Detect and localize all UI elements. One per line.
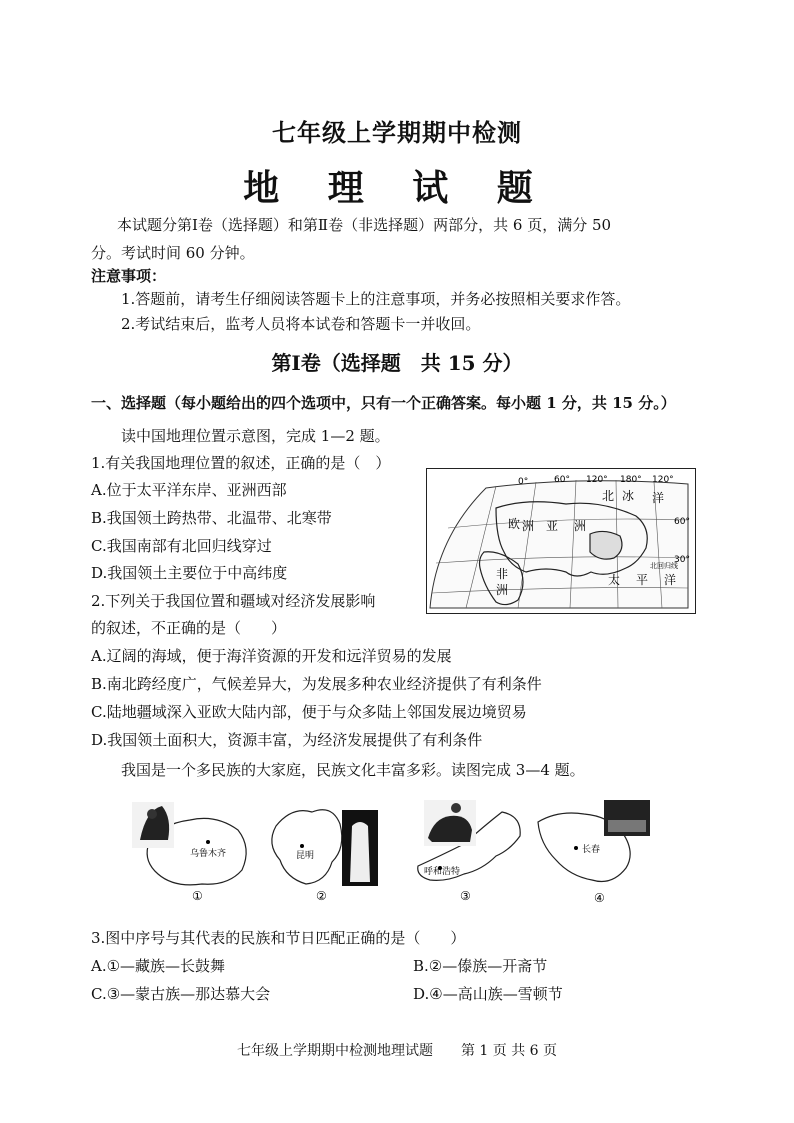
city-urumqi: 乌鲁木齐 <box>190 849 227 859</box>
dai-woman-image <box>342 810 378 886</box>
q2-option-a: A.辽阔的海域，便于海洋资源的开发和远洋贸易的发展 <box>91 647 452 665</box>
map-label-pacific-3: 洋 <box>664 573 677 587</box>
province-map-inner-mongolia <box>410 796 540 906</box>
q3-stem: 3.图中序号与其代表的民族和节日匹配正确的是（ ） <box>91 929 466 947</box>
tibetan-dancer-image <box>132 802 174 848</box>
province-map-yunnan <box>256 796 386 906</box>
lon-label-180: 180° <box>620 475 642 485</box>
map-label-ice: 冰 <box>622 489 635 503</box>
lon-label-0: 0° <box>518 477 529 487</box>
q1-stem: 1.有关我国地理位置的叙述，正确的是（ ） <box>91 454 391 472</box>
map-label-ocean: 洋 <box>652 491 665 505</box>
map-label-pacific-2: 平 <box>636 573 649 587</box>
province-number-3: ③ <box>460 889 471 903</box>
q2-stem-line-2: 的叙述，不正确的是（ ） <box>91 619 287 637</box>
province-map-xinjiang <box>128 796 258 906</box>
city-hohhot: 呼和浩特 <box>424 867 461 877</box>
notice-heading: 注意事项： <box>91 267 167 285</box>
map-label-europe: 欧 <box>508 517 521 531</box>
q1-option-d: D.我国领土主要位于中高纬度 <box>91 564 288 582</box>
mongolian-horse-rider-image <box>424 800 476 846</box>
q3-option-c: C.③—蒙古族—那达慕大会 <box>91 985 271 1003</box>
section-title: 第Ⅰ卷（选择题 共 15 分） <box>271 351 523 375</box>
exam-subtitle: 七年级上学期期中检测 <box>272 118 522 147</box>
province-map-jilin <box>532 796 662 906</box>
instruction-q1-2: 读中国地理位置示意图，完成 1—2 题。 <box>121 427 390 445</box>
map-label-africa-zhou: 洲 <box>496 583 509 597</box>
q2-option-c: C.陆地疆域深入亚欧大陆内部，便于与众多陆上邻国发展边境贸易 <box>91 703 527 721</box>
province-number-1: ① <box>192 889 203 903</box>
lon-label-120: 120° <box>586 475 608 485</box>
q1-option-b: B.我国领土跨热带、北温带、北寒带 <box>91 509 332 527</box>
q2-option-b: B.南北跨经度广，气候差异大，为发展多种农业经济提供了有利条件 <box>91 675 542 693</box>
map-label-north: 北 <box>602 489 615 503</box>
q2-stem-line-1: 2.下列关于我国位置和疆域对经济发展影响 <box>91 592 376 610</box>
exam-title: 地 理 试 题 <box>243 167 551 209</box>
map-label-pacific-1: 太 <box>608 573 621 587</box>
q2-option-d: D.我国领土面积大，资源丰富，为经济发展提供了有利条件 <box>91 731 483 749</box>
province-number-4: ④ <box>594 891 605 905</box>
q1-option-c: C.我国南部有北回归线穿过 <box>91 537 272 555</box>
intro-line-2: 分。考试时间 60 分钟。 <box>91 244 255 262</box>
q3-option-d: D.④—高山族—雪顿节 <box>413 985 563 1003</box>
map-label-asia: 亚 <box>546 519 559 533</box>
city-kunming: 昆明 <box>296 851 315 861</box>
changchun-dot <box>574 846 578 850</box>
q1-option-a: A.位于太平洋东岸、亚洲西部 <box>91 481 287 499</box>
notice-item-2: 2.考试结束后，监考人员将本试卷和答题卡一并收回。 <box>121 315 481 333</box>
map-label-europe-zhou: 洲 <box>522 519 535 533</box>
gathering-photo-image <box>604 800 650 836</box>
urumqi-dot <box>206 840 210 844</box>
lon-label-60: 60° <box>554 475 570 485</box>
lon-label-120w: 120° <box>652 475 674 485</box>
world-location-map <box>426 468 696 614</box>
map-label-tropic: 北回归线 <box>650 562 678 570</box>
province-number-2: ② <box>316 889 327 903</box>
instruction-q3-4: 我国是一个多民族的大家庭，民族文化丰富多彩。读图完成 3—4 题。 <box>121 761 585 779</box>
q3-option-b: B.②—傣族—开斋节 <box>413 957 548 975</box>
lat-label-30: 30° <box>674 555 690 565</box>
section-heading: 一、选择题（每小题给出的四个选项中，只有一个正确答案。每小题 1 分，共 15 分。） <box>91 394 676 412</box>
kunming-dot <box>300 844 304 848</box>
q3-option-a: A.①—藏族—长鼓舞 <box>91 957 226 975</box>
lat-label-60: 60° <box>674 517 690 527</box>
map-label-asia-zhou: 洲 <box>574 519 587 533</box>
city-changchun: 长春 <box>582 845 601 855</box>
page-footer: 七年级上学期期中检测地理试题 第 1 页 共 6 页 <box>236 1043 558 1059</box>
notice-item-1: 1.答题前，请考生仔细阅读答题卡上的注意事项，并务必按照相关要求作答。 <box>121 290 631 308</box>
map-label-africa: 非 <box>496 567 509 581</box>
intro-line-1: 本试题分第Ⅰ卷（选择题）和第Ⅱ卷（非选择题）两部分，共 6 页，满分 50 <box>117 216 612 234</box>
